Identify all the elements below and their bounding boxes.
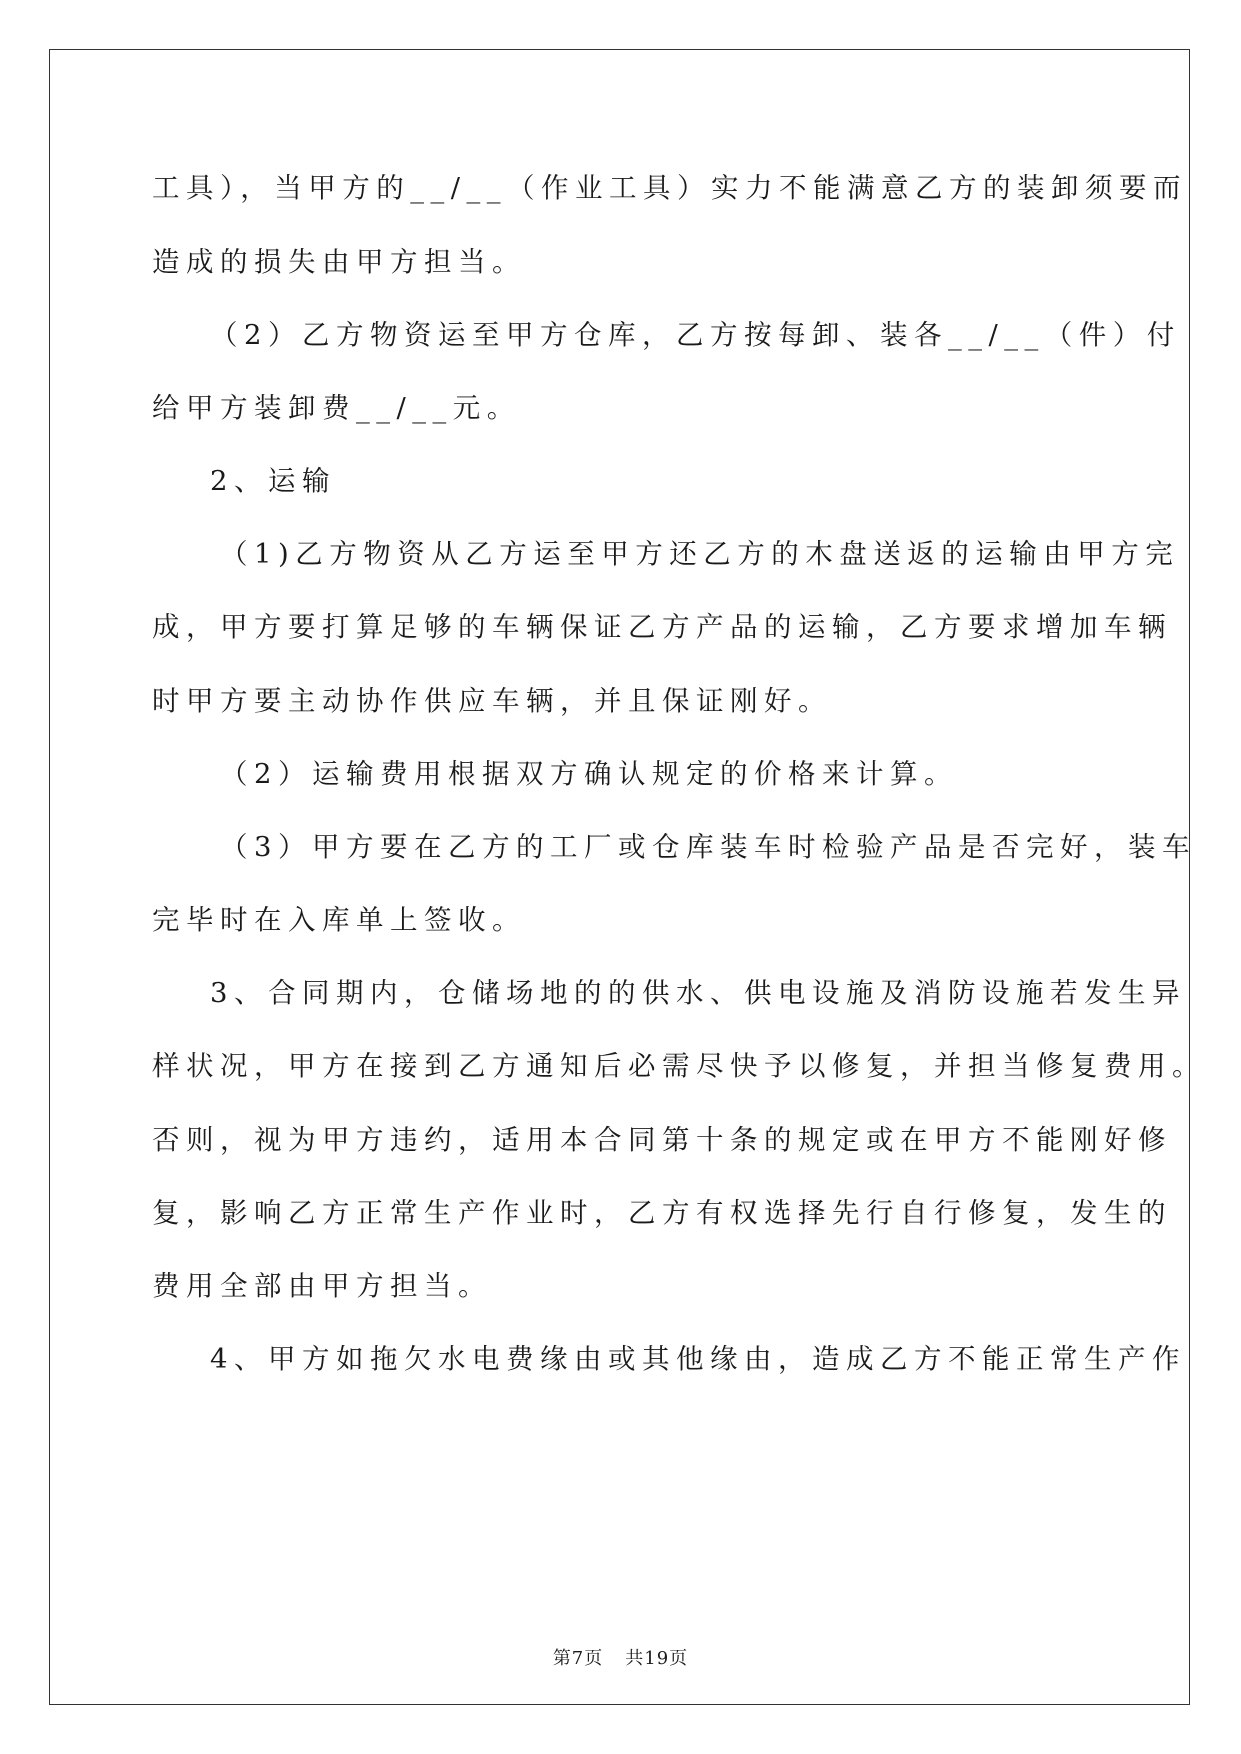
page-border bbox=[49, 49, 1190, 1705]
section-heading: 2、运输 bbox=[210, 465, 336, 497]
text-line: 造成的损失由甲方担当。 bbox=[152, 246, 526, 278]
text-line: 费用全部由甲方担当。 bbox=[152, 1270, 492, 1302]
text-line: （2）运输费用根据双方确认规定的价格来计算。 bbox=[220, 758, 958, 790]
text-line: 否则，视为甲方违约，适用本合同第十条的规定或在甲方不能刚好修 bbox=[152, 1124, 1172, 1156]
text-line: （3）甲方要在乙方的工厂或仓库装车时检验产品是否完好，装车 bbox=[220, 831, 1196, 863]
text-line: （2）乙方物资运至甲方仓库，乙方按每卸、装各__/__（件）付 bbox=[210, 319, 1181, 351]
text-line: 3、合同期内，仓储场地的的供水、供电设施及消防设施若发生异 bbox=[210, 977, 1186, 1009]
text-line: 复，影响乙方正常生产作业时，乙方有权选择先行自行修复，发生的 bbox=[152, 1197, 1172, 1229]
page-footer bbox=[0, 1644, 1241, 1670]
page-number: 第7页 bbox=[552, 1648, 604, 1669]
page-total: 共19页 bbox=[625, 1648, 689, 1669]
text-line: （1)乙方物资从乙方运至甲方还乙方的木盘送返的运输由甲方完 bbox=[220, 538, 1180, 570]
text-line: 时甲方要主动协作供应车辆，并且保证刚好。 bbox=[152, 685, 832, 717]
text-line: 样状况，甲方在接到乙方通知后必需尽快予以修复，并担当修复费用。 bbox=[152, 1050, 1206, 1082]
text-line: 工具），当甲方的__/__（作业工具）实力不能满意乙方的装卸须要而 bbox=[152, 172, 1188, 204]
text-line: 成，甲方要打算足够的车辆保证乙方产品的运输，乙方要求增加车辆 bbox=[152, 611, 1172, 643]
text-line: 4、甲方如拖欠水电费缘由或其他缘由，造成乙方不能正常生产作 bbox=[210, 1343, 1186, 1375]
text-line: 给甲方装卸费__/__元。 bbox=[152, 392, 521, 424]
text-line: 完毕时在入库单上签收。 bbox=[152, 904, 526, 936]
